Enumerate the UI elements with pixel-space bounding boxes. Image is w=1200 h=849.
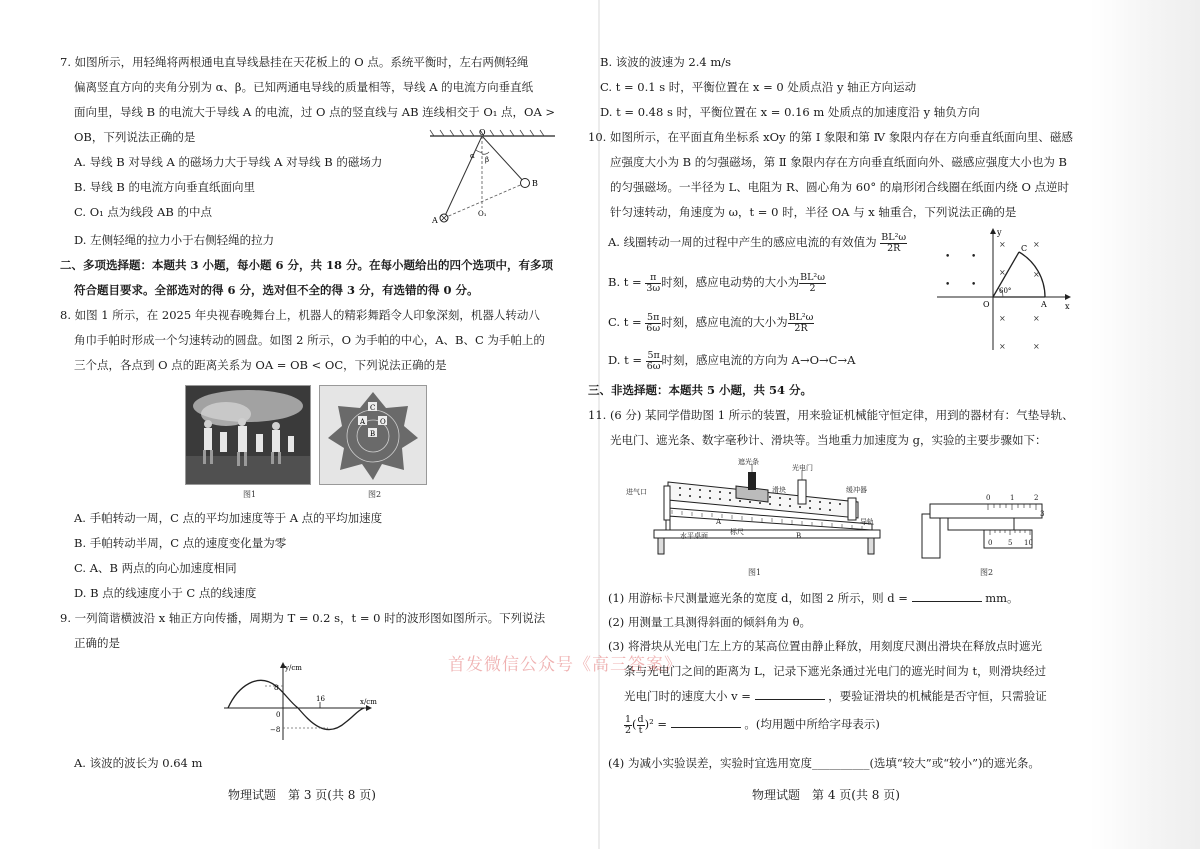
fig2-tick-t2: 2 xyxy=(1034,494,1039,502)
fig1-label-huakuai: 滑块 xyxy=(772,486,786,494)
q10-option-d-time xyxy=(646,351,662,372)
q9-xlabel: x/cm xyxy=(360,698,377,706)
q9-option-a: A. 该波的波长为 0.64 m xyxy=(74,756,203,770)
q11-velocity-blank[interactable] xyxy=(755,687,825,700)
q8-line-3: 三个点，各点到 O 点的距离关系为 OA = OB < OC，下列说法正确的是 xyxy=(74,358,447,372)
q9-tick-y-neg: −8 xyxy=(270,726,281,734)
q11-step-3-line-1: (3) 将滑块从光电门左上方的某高位置由静止释放，用刻度尺测出滑块在释放点时遮光 xyxy=(608,639,1042,653)
q10-dot-3: • xyxy=(945,280,951,290)
q11-dt-num: d xyxy=(637,713,644,725)
q7-label-B: B xyxy=(532,179,538,188)
q11-half-num: 1 xyxy=(625,713,632,725)
q11-step-2: (2) 用测量工具测得斜面的倾斜角为 θ。 xyxy=(608,615,812,629)
fig1-label-B: B xyxy=(796,532,802,540)
fig2-tick-v0: 0 xyxy=(988,539,993,547)
q8-fig2-label-A: A xyxy=(360,418,366,426)
q10-option-b-time xyxy=(645,273,661,294)
q10-c-t-den: 6ω xyxy=(646,322,661,334)
q10-option-a-text: A. 线圈转动一周的过程中产生的感应电流的有效值为 xyxy=(608,235,877,249)
q10-option-d-mid: 时刻，感应电流的方向为 A→O→C→A xyxy=(661,353,856,367)
q10-axis-y: y xyxy=(997,228,1002,237)
watermark: 首发微信公众号《高三答案》 xyxy=(448,655,682,675)
q10-label-A: A xyxy=(1041,300,1047,309)
q11-dt-den: t xyxy=(638,724,643,736)
q10-option-a-fraction xyxy=(880,233,907,254)
q10-cross-3: × xyxy=(999,268,1006,277)
q7-option-c: C. O₁ 点为线段 AB 的中点 xyxy=(74,205,212,219)
q9-tick-y-pos: 8 xyxy=(274,684,279,692)
q10-option-c-fraction xyxy=(788,313,815,334)
q10-option-b xyxy=(608,270,826,294)
q10-b-t-num: π xyxy=(645,273,661,284)
q11-energy-blank[interactable] xyxy=(671,715,741,728)
q7-option-d: D. 左侧轻绳的拉力小于右侧轻绳的拉力 xyxy=(74,233,275,247)
q11-step-3-line-4: $\frac{1}{2}$ ( $\frac{d}{t}$ )² = 。(均用题中所给字母表示) xyxy=(625,713,880,736)
q11-figure-2-caption: 图2 xyxy=(980,568,994,577)
q10-cross-5: × xyxy=(999,314,1006,323)
q11-step-1 xyxy=(608,586,1019,610)
q11-step-3-line-3-pre: 光电门时的速度大小 v = xyxy=(624,689,751,703)
q8-line-1: 8. 如图 1 所示，在 2025 年央视春晚舞台上，机器人的精彩舞蹈令人印象深刻，机器人转动八 xyxy=(60,308,540,322)
q7-label-A: A xyxy=(432,216,438,225)
q7-label-O1: O₁ xyxy=(478,210,487,218)
fig1-label-daogui: 导轨 xyxy=(860,518,874,526)
q10-line-1: 10. 如图所示，在平面直角坐标系 xOy 的第 Ⅰ 象限和第 Ⅳ 象限内存在方向垂直纸面向里、磁感 xyxy=(588,130,1073,144)
q7-line-3: 面向里，导线 B 的电流大于导线 A 的电流，过 O 点的竖直线与 AB 连线相交于 O₁ 点，OA > xyxy=(74,105,556,119)
q8-fig2-label-B: B xyxy=(370,430,376,438)
q11-figure-1-caption: 图1 xyxy=(748,568,762,577)
q11-step-4: (4) 为减小实验误差，实验时宜选用宽度__________(选填“较大”或“较小”)的遮光条。 xyxy=(608,756,1040,770)
section-2-line-2: 符合题目要求。全部选对的得 6 分，选对但不全的得 3 分，有选错的得 0 分。 xyxy=(74,283,479,297)
q7-label-beta: β xyxy=(485,156,490,164)
q10-option-b-fraction xyxy=(799,273,826,294)
q10-option-b-mid: 时刻，感应电动势的大小为 xyxy=(661,275,800,289)
q10-option-b-pre: B. t = xyxy=(608,275,642,289)
q10-dot-1: • xyxy=(945,252,951,262)
q7-diagram xyxy=(420,128,570,228)
q11-half-fraction xyxy=(624,715,632,736)
q7-line-1: 7. 如图所示，用轻绳将两根通电直导线悬挂在天花板上的 O 点。系统平衡时，左右两侧轻绳 xyxy=(60,55,529,69)
question-9-stem xyxy=(60,606,545,656)
fig1-label-zheguang: 遮光条 xyxy=(738,458,759,466)
q10-cross-2: × xyxy=(1033,240,1040,249)
q8-option-c: C. A、B 两点的向心加速度相同 xyxy=(74,561,237,575)
q9-tick-x: 16 xyxy=(316,695,325,703)
q7-line-4: OB，下列说法正确的是 xyxy=(74,130,196,144)
q10-field-diagram xyxy=(935,225,1075,355)
q11-step-3-line-3 xyxy=(624,684,1047,708)
q11-step-1-blank[interactable] xyxy=(912,589,982,602)
fig1-label-jinqikou: 进气口 xyxy=(626,488,647,496)
q8-figure-2 xyxy=(319,385,427,485)
fig1-label-shuiping: 水平桌面 xyxy=(680,532,708,540)
q9-option-d: D. t = 0.48 s 时，平衡位置在 x = 0.16 m 处质点的加速度沿 y 轴负方向 xyxy=(600,105,980,119)
section-2-line-1: 二、多项选择题：本题共 3 小题，每小题 6 分，共 18 分。在每小题给出的四个选项中，有多项 xyxy=(60,258,554,272)
fig1-label-A: A xyxy=(716,518,722,526)
q10-dot-4: • xyxy=(971,280,977,290)
fig1-label-guangdianmen: 光电门 xyxy=(792,464,813,472)
fig1-label-huanchong: 缓冲器 xyxy=(846,486,867,494)
q9-origin: 0 xyxy=(276,711,281,719)
q7-option-b: B. 导线 B 的电流方向垂直纸面向里 xyxy=(74,180,256,194)
q9-line-2: 正确的是 xyxy=(74,636,120,650)
q10-label-C: C xyxy=(1021,244,1028,253)
q10-cross-6: × xyxy=(1033,314,1040,323)
q8-figure-1-caption: 图1 xyxy=(243,490,257,499)
q7-option-a: A. 导线 B 对导线 A 的磁场力大于导线 A 对导线 B 的磁场力 xyxy=(74,155,383,169)
question-10-stem xyxy=(588,125,1073,225)
q8-fig2-label-C: C xyxy=(370,404,376,412)
fig2-tick-t1: 1 xyxy=(1010,494,1015,502)
q10-option-c-pre: C. t = xyxy=(608,315,642,329)
q10-line-3: 的匀强磁场。一半径为 L、电阻为 R、圆心角为 60° 的扇形闭合线圈在纸面内绕 O 点逆时 xyxy=(610,180,1070,194)
q11-step-1-post: mm。 xyxy=(985,591,1019,605)
q10-d-t-den: 6ω xyxy=(646,360,661,372)
q10-option-c-mid: 时刻，感应电流的大小为 xyxy=(661,315,788,329)
q7-line-2: 偏离竖直方向的夹角分别为 α、β。已知两通电导线的质量相等，导线 A 的电流方向垂直纸 xyxy=(74,80,534,94)
fig2-tick-t0: 0 xyxy=(986,494,991,502)
q10-c-num: BL²ω xyxy=(788,311,814,323)
q11-step-3-line-4-post: ² = xyxy=(649,717,668,731)
q11-line-1: 11. (6 分) 某同学借助图 1 所示的装置，用来验证机械能守恒定律，用到的器材有：气垫导轨、 xyxy=(588,408,1074,422)
q11-step-3-line-4-end: 。(均用题中所给字母表示) xyxy=(744,717,880,731)
q10-cross-4: × xyxy=(1033,270,1040,279)
fig2-tick-v10: 10 xyxy=(1024,539,1033,547)
q11-line-2: 光电门、遮光条、数字毫秒计、滑块等。当地重力加速度为 g，实验的主要步骤如下： xyxy=(610,433,1047,447)
q7-label-O: O xyxy=(479,128,486,137)
q10-option-a xyxy=(608,230,907,254)
q8-line-2: 角巾手帕时形成一个匀速转动的圆盘。如图 2 所示，O 为手帕的中心，A、B、C 为手帕上的 xyxy=(74,333,545,347)
fig1-label-biaochi: 标尺 xyxy=(730,528,744,536)
q10-c-den: 2R xyxy=(794,322,808,334)
q9-option-c: C. t = 0.1 s 时，平衡位置在 x = 0 处质点沿 y 轴正方向运动 xyxy=(600,80,917,94)
q10-c-t-num: 5π xyxy=(647,311,660,323)
fig2-tick-t3: 3 xyxy=(1040,510,1045,518)
q10-d-t-num: 5π xyxy=(647,349,660,361)
question-8-stem xyxy=(60,303,545,378)
q8-option-a: A. 手帕转动一周，C 点的平均加速度等于 A 点的平均加速度 xyxy=(74,511,383,525)
q8-fig2-label-O: O xyxy=(380,418,386,426)
q10-option-c-time xyxy=(645,313,661,334)
left-page-footer: 物理试题 第 3 页(共 8 页) xyxy=(228,788,376,802)
q9-line-1: 9. 一列简谐横波沿 x 轴正方向传播，周期为 T = 0.2 s，t = 0 时的波形图如图所示。下列说法 xyxy=(60,611,546,625)
q10-option-d xyxy=(608,348,855,372)
q9-wave-graph xyxy=(218,660,378,745)
q10-a-den: 2R xyxy=(887,242,901,254)
q10-line-2: 应强度大小为 B 的匀强磁场，第 Ⅱ 象限内存在方向垂直纸面向外、磁感应强度大小也为 B xyxy=(610,155,1067,169)
q9-ylabel: y/cm xyxy=(285,664,302,672)
q10-a-num: BL²ω xyxy=(881,231,907,243)
section-3-heading: 三、非选择题：本题共 5 小题，共 54 分。 xyxy=(588,383,813,397)
q10-option-d-pre: D. t = xyxy=(608,353,643,367)
q8-option-b: B. 手帕转动半周，C 点的速度变化量为零 xyxy=(74,536,287,550)
q11-dt-fraction xyxy=(637,715,645,736)
q10-b-t-den: 3ω xyxy=(646,282,661,294)
q8-figure-2-caption: 图2 xyxy=(368,490,382,499)
q10-cross-1: × xyxy=(999,240,1006,249)
q10-origin: O xyxy=(983,300,990,309)
q9-option-b: B. 该波的波速为 2.4 m/s xyxy=(600,55,732,69)
fig2-tick-v5: 5 xyxy=(1008,539,1013,547)
right-page xyxy=(588,0,1200,849)
section-2-heading xyxy=(60,253,553,303)
q11-figure-2-caliper xyxy=(918,486,1048,560)
q10-angle: 60° xyxy=(999,287,1012,295)
q11-half-den: 2 xyxy=(625,724,632,736)
q8-option-d: D. B 点的线速度小于 C 点的线速度 xyxy=(74,586,257,600)
q7-label-alpha: α xyxy=(470,152,475,160)
q10-axis-x: x xyxy=(1065,302,1070,311)
q8-figure-1-photo xyxy=(185,385,311,485)
q10-b-num: BL²ω xyxy=(800,271,825,283)
q10-cross-8: × xyxy=(1033,342,1040,351)
question-11-stem xyxy=(588,403,1074,453)
q11-figure-1-apparatus xyxy=(622,458,892,566)
q10-line-4: 针匀速转动，角速度为 ω，t = 0 时，半径 OA 与 x 轴重合，下列说法正确的是 xyxy=(610,205,1017,219)
q11-step-1-pre: (1) 用游标卡尺测量遮光条的宽度 d，如图 2 所示，则 d = xyxy=(608,591,908,605)
q10-b-den: 2 xyxy=(809,282,816,294)
right-page-footer: 物理试题 第 4 页(共 8 页) xyxy=(752,788,900,802)
q11-step-3-line-3-post: ，要验证滑块的机械能是否守恒，只需验证 xyxy=(828,689,1047,703)
q10-cross-7: × xyxy=(999,342,1006,351)
q10-dot-2: • xyxy=(971,252,977,262)
q10-option-c xyxy=(608,310,814,334)
q11-step-3-line-2: 条与光电门之间的距离为 L，记录下遮光条通过光电门的遮光时间为 t，则滑块经过 xyxy=(624,664,1047,678)
